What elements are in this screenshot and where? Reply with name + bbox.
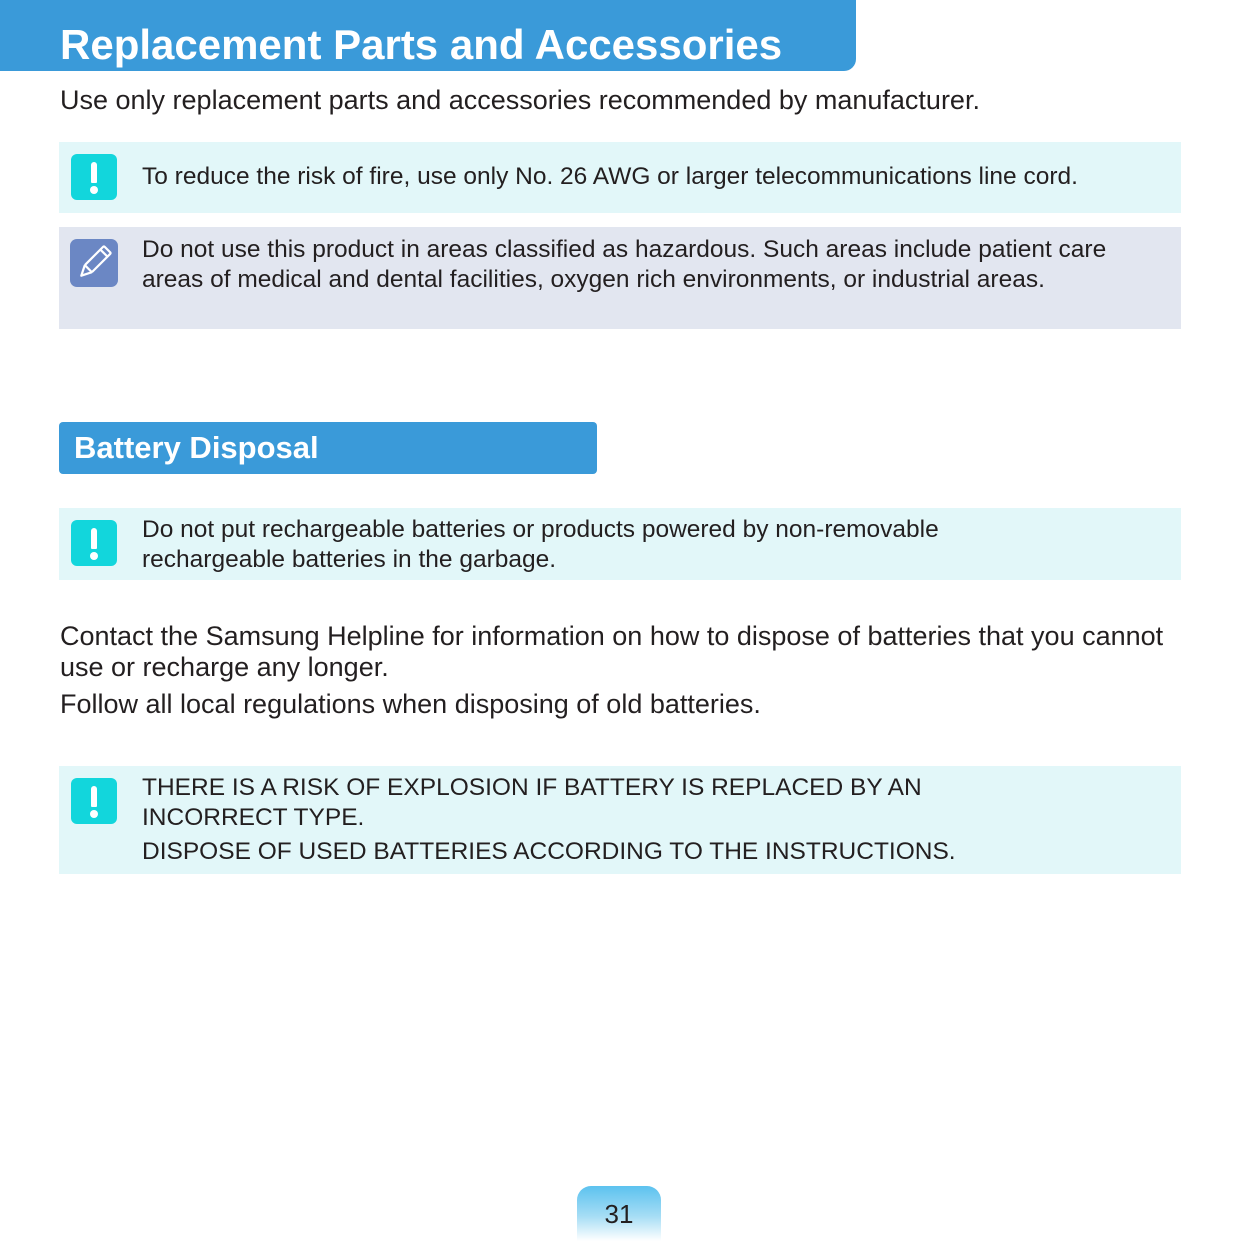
page-title: Replacement Parts and Accessories	[60, 21, 783, 68]
exclamation-icon	[71, 778, 117, 824]
explosion-warning-text	[142, 773, 1031, 867]
page-number-tab	[577, 1186, 661, 1241]
page-number: 31	[604, 1199, 634, 1229]
fire-caution-box	[59, 142, 1181, 213]
pencil-icon	[70, 239, 118, 287]
exclamation-icon	[71, 520, 117, 566]
hazardous-note-text: Do not use this product in areas classified as hazardous. Such areas include patient care areas of medical and dental facilities, oxygen rich environments, or industrial areas.	[142, 236, 1107, 293]
intro-text: Use only replacement parts and accessories recommended by manufacturer.	[60, 85, 980, 115]
page-title-bar	[0, 0, 856, 71]
hazardous-note-box	[59, 227, 1181, 329]
explosion-warning-box	[59, 766, 1181, 874]
fire-caution-text: To reduce the risk of fire, use only No. 26 AWG or larger telecommunications line cord.	[142, 163, 1078, 190]
explosion-warning-line: THERE IS A RISK OF EXPLOSION IF BATTERY IS REPLACED BY AN INCORRECT TYPE.	[142, 774, 922, 831]
garbage-caution-text: Do not put rechargeable batteries or products powered by non-removable rechargeable batteries in the garbage.	[142, 516, 939, 573]
section-title: Battery Disposal	[74, 430, 319, 465]
disposal-instruction-line: DISPOSE OF USED BATTERIES ACCORDING TO THE INSTRUCTIONS.	[142, 838, 956, 865]
regulations-text: Follow all local regulations when disposing of old batteries.	[60, 689, 761, 719]
section-title-bar	[59, 422, 597, 474]
helpline-text: Contact the Samsung Helpline for information on how to dispose of batteries that you cannot use or recharge any longer.	[60, 621, 1164, 682]
exclamation-icon	[71, 154, 117, 200]
garbage-caution-box	[59, 508, 1181, 580]
